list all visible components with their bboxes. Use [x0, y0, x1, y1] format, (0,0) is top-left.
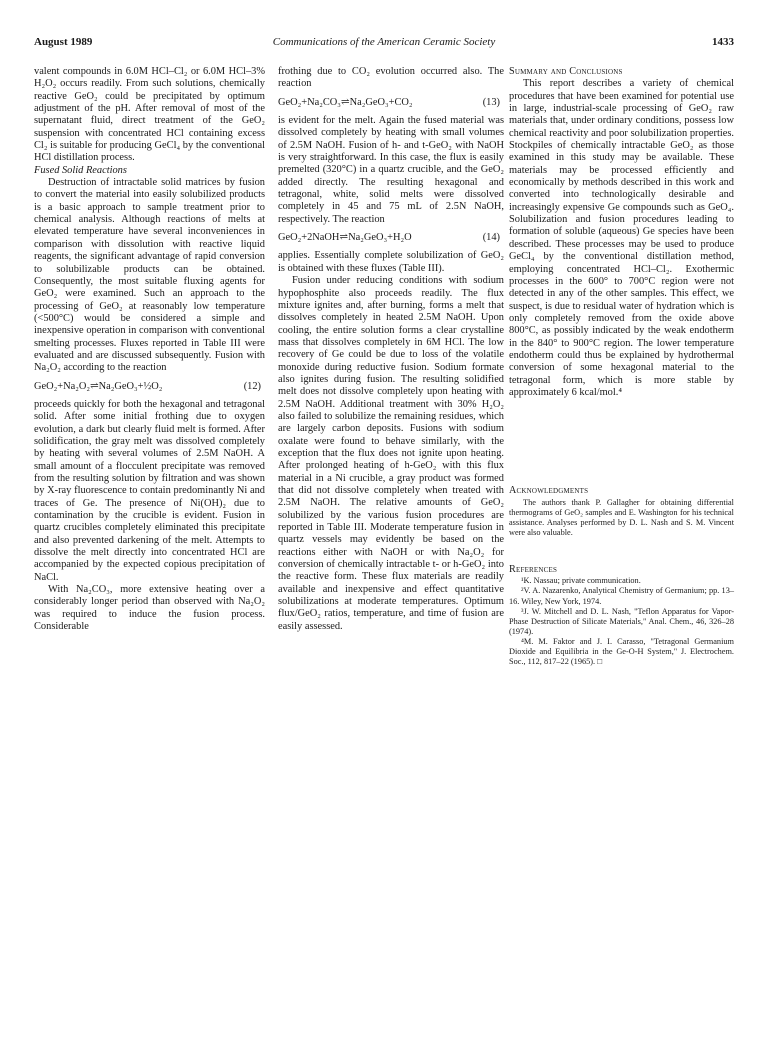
spacer	[509, 399, 734, 485]
reference-item: ¹K. Nassau; private communication.	[521, 576, 641, 586]
equation-13	[278, 97, 504, 109]
column-middle	[278, 66, 504, 633]
equation-number: (13)	[482, 96, 500, 108]
acknowledgments-text: The authors thank P. Gallagher for obtaining differential thermograms of GeO₂ samples and E. Washington for his technical assistance. Analyses performed by D. L. Nash and S. M. Vincent were also valuable.	[509, 497, 734, 537]
equation-body: GeO₂+Na₂CO₃⇌Na₂GeO₃+CO₂	[278, 96, 413, 108]
reference-item: ³J. W. Mitchell and D. L. Nash, "Teflon Apparatus for Vapor-Phase Destruction of Silicate Materials," Anal. Chem., 46, 326–28 (1974).	[509, 606, 734, 636]
summary-paragraph: This report describes a variety of chemical procedures that have been examined for potential use in large, industrial-scale processing of GeO₂ raw materials that, under ordinary conditions, possess low chemical reactivity and poor solubilization properties. Stockpiles of chemically intractable GeO₂ as those examined in this study may be available. These materials may be processed efficiently and economically by methods described in this work and converted into technologically desirable and increasingly expensive Ge compounds such as GeO₄. Solubilization and fusion procedures leading to formation of soluble (aqueous) Ge species have been described. These processes may be used to produce GeCl₄ by the conventional distillation method, employing concentrated HCl–Cl₂. Exothermic processes in the 600° to 700°C region were not detected in any of the other samples. This effect, we suspect, is due to residual water of hydration which is only completely removed from the oxide above 800°C, as possibly indicated by the weak endotherm in the 840° to 900°C region. The lower temperature endotherm could thus be explained by hydrothermal conversion of some hexagonal material to the tetragonal form, which is more stable by approximately 6 kcal/mol.⁴	[509, 78, 734, 398]
reference-item: ⁴M. M. Faktor and J. I. Carasso, "Tetragonal Germanium Dioxide and Equilibria in the Ge-O-H System," J. Electrochem. Soc., 112, 817–22 (1965). □	[509, 636, 734, 667]
equation-number: (14)	[482, 232, 500, 244]
paragraph: Fusion under reducing conditions with sodium hypophosphite also proceeds readily. The flux mixture ignites and, after burning, forms a melt that dissolves completely in heated 2.5M NaOH. Upon cooling, the entire solution forms a clear crystalline mass that dissolves completely in 6M HCl. The low recovery of Ge could be due to loss of the volatile monoxide during reductive fusion. Sodium formate also ignites during fusion. The resulting solidified melt does not dissolve completely upon heating with 2.5M NaOH. Additional treatment with 30% H₂O₂ also failed to solubilize the remaining residues, which are largely carbon deposits. Fusions with sodium oxalate were found to behave similarly, with the exception that the flux does not ignite upon heating. After prolonged heating of h-GeO₂ with this flux material in a Ni crucible, a gray product was formed that did not dissolve completely when treated with 2.5M NaOH. The relative amounts of GeO₂ solubilized by the various fusion procedures are reported in Table III. Moderate temperature fusion in quartz vessels may evidently be based on the reactions either with NaOH or with Na₂O₂ for conversion of chemically intractable t- or h-GeO₂ into the reactive form. These flux materials are readily available and inexpensive and effect quantitative solubilizations at moderate temperatures. Optimum flux/GeO₂ ratios, temperature, and time of fusion are easily assessed.	[278, 275, 504, 632]
paragraph: Destruction of intractable solid matrices by fusion to convert the material into easily solubilized products is a basic approach to sample treatment prior to chemical analysis. Although reactions of melts at elevated temperature have several inconveniences in comparison with dissolution with reactive liquid reagents, the significant advantage of rapid conversion to solubilizable products can be obtained. Consequently, the most suitable fluxing agents for GeO₂ were examined. Such an approach to the processing of GeO₂ at reasonably low temperature (<500°C) would be considered a simple and inexpensive operation in comparison with conventional smelting processes. Fluxes reported in Table III were evaluated and are discussed subsequently. Fusion with Na₂O₂ according to the reaction	[34, 177, 265, 374]
column-left	[34, 66, 265, 633]
section-heading-summary: Summary and Conclusions	[509, 66, 623, 77]
running-header	[34, 36, 734, 50]
spacer	[509, 538, 734, 564]
equation-body: GeO₂+Na₂O₂⇌Na₂GeO₃+½O₂	[34, 380, 163, 392]
paragraph: frothing due to CO₂ evolution occurred also. The reaction	[278, 66, 504, 90]
paragraph: valent compounds in 6.0M HCl–Cl₂ or 6.0M HCl–3% H₂O₂ occurs readily. From such solutions, chemically reactive GeO₂ could be precipitated by optimum adjustment of the pH. After removal of most of the supernatant fluid, direct treatment of the GeO₂ suspension with concentrated HCl containing excess Cl₂ is suitable for producing GeCl₄ by the conventional HCl distillation process.	[34, 66, 265, 164]
subsection-heading-fused-solid-reactions: Fused Solid Reactions	[34, 164, 127, 176]
equation-12	[34, 381, 265, 393]
equation-14	[278, 232, 504, 244]
paragraph: is evident for the melt. Again the fused material was dissolved completely by heating with small volumes of 2.5M NaOH. Fusion of h- and t-GeO₂ with NaOH is very straightforward. In this case, the flux is easily premelted (320°C) in a quartz crucible, and the GeO₂ added directly. The resulting hexagonal and tetragonal, white, solid melts were dissolved completely in 45 and 75 mL of 2.5N NaOH, respectively. The reaction	[278, 115, 504, 225]
issue-date: August 1989	[34, 36, 93, 48]
equation-number: (12)	[243, 380, 261, 392]
equation-body: GeO₂+2NaOH⇌Na₂GeO₃+H₂O	[278, 232, 412, 244]
reference-item: ²V. A. Nazarenko, Analytical Chemistry of Germanium; pp. 13–16. Wiley, New York, 1974.	[509, 586, 734, 606]
section-heading-acknowledgments: Acknowledgments	[509, 485, 589, 497]
paragraph: With Na₂CO₃, more extensive heating over a considerably longer period than observed with Na₂O₂ was required to induce the fusion process. Considerable	[34, 584, 265, 633]
journal-title: Communications of the American Ceramic Society	[272, 36, 496, 48]
section-heading-references: References	[509, 564, 558, 575]
page-number: 1433	[712, 36, 734, 48]
paragraph: proceeds quickly for both the hexagonal and tetragonal solid. After some initial frothing due to oxygen evolution, a dark but clearly fluid melt is formed. After solidification, the gray melt was dissolved completely by heating with several volumes of 2.5M NaOH. A small amount of a flocculent precipitate was removed from the resulting solution by filtration and was shown by X-ray fluorescence to contain predominantly Ni and traces of Ge. The presence of Ni(OH)₂ due to contamination by the crucible is evident. Fusion in quartz crucibles completely eliminated this precipitate and also prevented darkening of the melt. Attempts to dissolve the melt directly into concentrated HCl are accompanied by the expected copious precipitation of NaCl.	[34, 398, 265, 583]
paragraph: applies. Essentially complete solubilization of GeO₂ is obtained with these fluxes (Table III).	[278, 250, 504, 274]
column-right	[509, 66, 734, 667]
